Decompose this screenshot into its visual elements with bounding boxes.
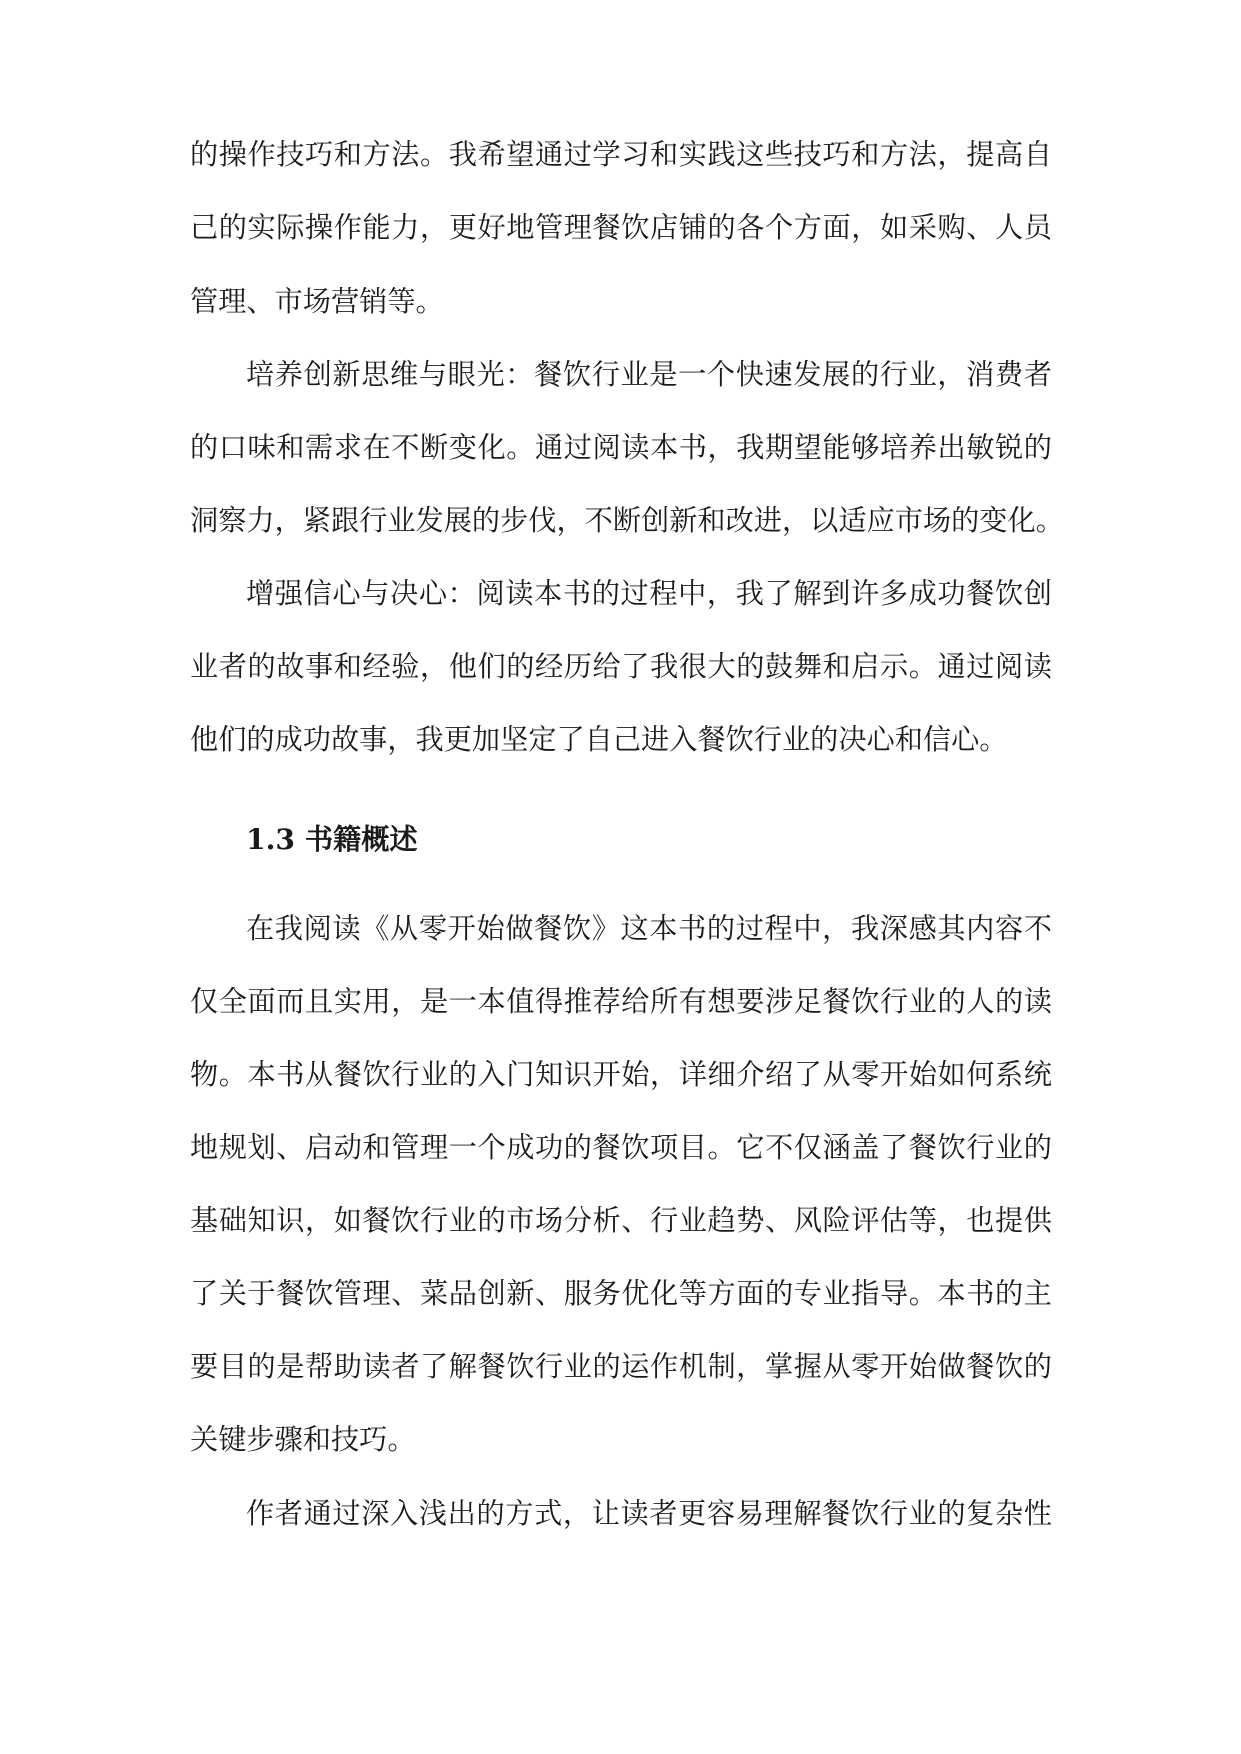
paragraph-line: 增强信心与决心：阅读本书的过程中，我了解到许多成功餐饮创	[246, 577, 1052, 610]
paragraph-line: 了关于餐饮管理、菜品创新、服务优化等方面的专业指导。本书的主	[190, 1277, 1052, 1310]
paragraph-line: 地规划、启动和管理一个成功的餐饮项目。它不仅涵盖了餐饮行业的	[190, 1131, 1052, 1164]
paragraph-line: 培养创新思维与眼光：餐饮行业是一个快速发展的行业，消费者	[246, 358, 1052, 391]
paragraph-line: 物。本书从餐饮行业的入门知识开始，详细介绍了从零开始如何系统	[190, 1058, 1052, 1091]
paragraph-line: 关键步骤和技巧。	[190, 1423, 416, 1456]
paragraph-line: 管理、市场营销等。	[190, 285, 444, 318]
paragraph-line: 他们的成功故事，我更加坚定了自己进入餐饮行业的决心和信心。	[190, 723, 1008, 756]
paragraph-line: 洞察力，紧跟行业发展的步伐，不断创新和改进，以适应市场的变化。	[190, 504, 1064, 537]
section-heading: 1.3 书籍概述	[246, 823, 418, 856]
paragraph-line: 要目的是帮助读者了解餐饮行业的运作机制，掌握从零开始做餐饮的	[190, 1350, 1052, 1383]
paragraph-line: 基础知识，如餐饮行业的市场分析、行业趋势、风险评估等，也提供	[190, 1204, 1052, 1237]
paragraph-line: 在我阅读《从零开始做餐饮》这本书的过程中，我深感其内容不	[246, 912, 1052, 945]
paragraph-line: 作者通过深入浅出的方式，让读者更容易理解餐饮行业的复杂性	[246, 1497, 1052, 1530]
paragraph-line: 业者的故事和经验，他们的经历给了我很大的鼓舞和启示。通过阅读	[190, 650, 1052, 683]
paragraph-line: 己的实际操作能力，更好地管理餐饮店铺的各个方面，如采购、人员	[190, 211, 1052, 244]
paragraph-line: 的操作技巧和方法。我希望通过学习和实践这些技巧和方法，提高自	[190, 138, 1052, 171]
paragraph-line: 仅全面而且实用，是一本值得推荐给所有想要涉足餐饮行业的人的读	[190, 985, 1052, 1018]
paragraph-line: 的口味和需求在不断变化。通过阅读本书，我期望能够培养出敏锐的	[190, 431, 1052, 464]
